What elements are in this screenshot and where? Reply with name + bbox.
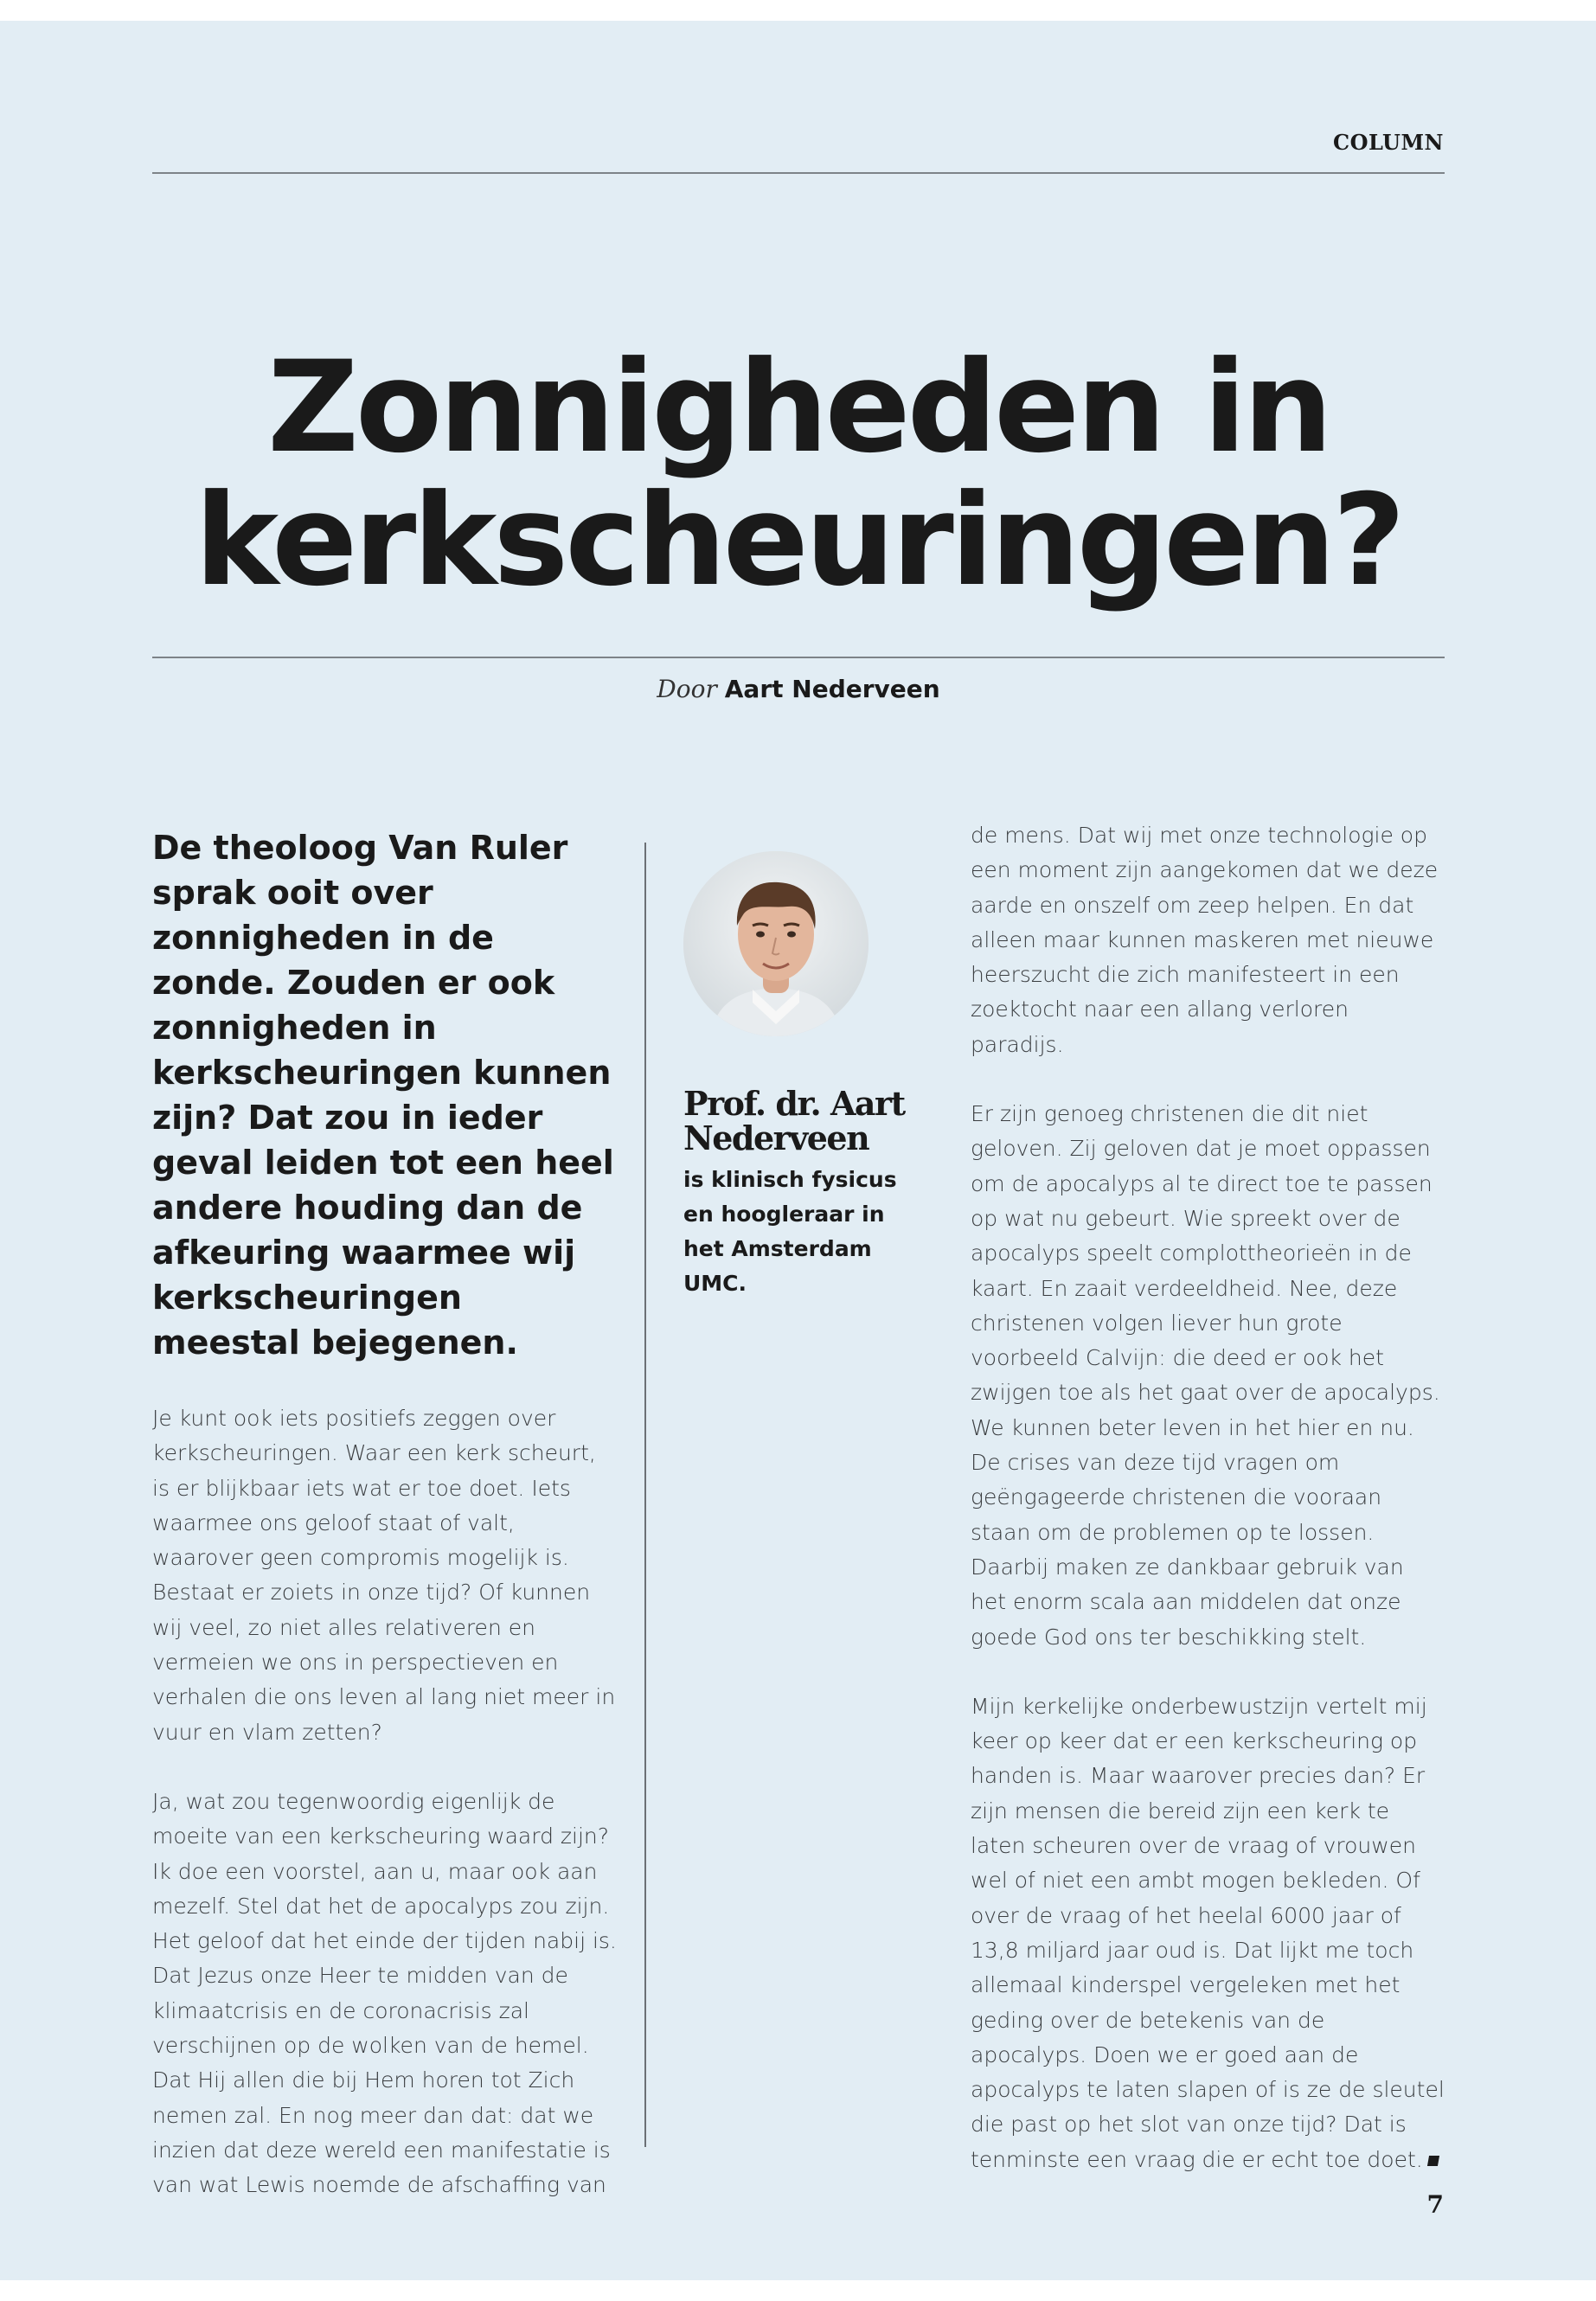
body-paragraph: Je kunt ook iets positiefs zeggen over kerkscheuringen. Waar een kerk scheurt, is er blijkbaar iets wat er toe doet. Iets waarmee ons geloof staat of valt, waarover geen compromis mogelijk is. Bestaat er zoiets in onze tijd? Of kunnen wij veel, zo niet alles relativeren en vermeien we ons in perspectieven en verhalen die ons leven al lang niet meer in vuur en vlam zetten? [152,1406,616,1745]
byline-author: Aart Nederveen [724,675,940,703]
title-line-1: Zonnigheden in [267,334,1330,481]
magazine-page [0,21,1596,2280]
article-title [152,334,1445,614]
body-paragraph: Er zijn genoeg christenen die dit niet geloven. Zij geloven dat je moet oppassen om de apocalyps al te direct toe te passen op wat nu gebeurt. Wie spreekt over de apocalyps speelt complottheorieën in de kaart. En zaait verdeeldheid. Nee, deze christenen volgen liever hun grote voorbeeld Calvijn: die deed er ook het zwijgen toe als het gaat over de apocalyps. We kunnen beter leven in het hier en nu. De crises van deze tijd vragen om geëngageerde christenen die vooraan staan om de problemen op te lossen. Daarbij maken ze dankbaar gebruik van het enorm scala aan middelen dat onze goede God ons ter beschikking stelt. [971,1101,1440,1650]
body-paragraph: Ja, wat zou tegenwoordig eigenlijk de moeite van een kerkscheuring waard zijn? Ik doe een voorstel, aan u, maar ook aan mezelf. Stel dat het de apocalyps zou zijn. Het geloof dat het einde der tijden nabij is. Dat Jezus onze Heer te midden van de klimaatcrisis en de coronacrisis zal verschijnen op de wolken van de hemel. Dat Hij allen die bij Hem horen tot Zich nemen zal. En nog meer dan dat: dat we inzien dat deze wereld een manifestatie is van wat Lewis noemde de afschaffing van [152,1788,617,2198]
author-description: is klinisch fysicus en hoogleraar in het Amsterdam UMC. [683,1167,897,1296]
right-column [971,818,1445,2177]
title-line-2: kerkscheuringen? [195,467,1402,614]
body-paragraph-final [971,1689,1445,2177]
author-box [683,825,917,1301]
author-portrait-icon [683,851,869,1036]
body-paragraph: de mens. Dat wij met onze technologie op een moment zijn aangekomen dat we deze aarde en onszelf om zeep helpen. En dat alleen maar kunnen maskeren met nieuwe heerszucht die zich manifesteert in een zoektocht naar een allang verloren paradijs. [971,823,1439,1057]
byline-prefix: Door [657,675,717,703]
byline [152,675,1445,703]
author-name-line-1: Prof. dr. Aart [683,1084,905,1123]
author-name-line-2: Nederveen [683,1118,869,1157]
left-column [152,825,619,1365]
title-rule [152,657,1445,658]
column-divider [644,843,646,2147]
top-rule [152,172,1445,174]
section-label: COLUMN [1332,130,1444,155]
page-number: 7 [1426,2190,1444,2219]
author-name [683,1086,917,1156]
left-body [152,1401,619,2203]
author-avatar [683,851,869,1036]
end-mark-icon [1427,2156,1439,2166]
intro-paragraph: De theoloog Van Ruler sprak ooit over zonnigheden in de zonde. Zouden er ook zonnigheden in kerkscheuringen kunnen zijn? Dat zou in ieder geval leiden tot een heel andere houding dan de afkeuring waarmee wij kerkscheuringen meestal bejegenen. [152,829,614,1362]
body-paragraph-text: Mijn kerkelijke onderbewustzijn vertelt mij keer op keer dat er een kerkscheuring op handen is. Maar waarover precies dan? Er zijn mensen die bereid zijn een kerk te laten scheuren over de vraag of vrouwen wel of niet een ambt mogen bekleden. Of over de vraag of het heelal 6000 jaar of 13,8 miljard jaar oud is. Dat lijkt me toch allemaal kinderspel vergeleken met het geding over de betekenis van de apocalyps. Doen we er goed aan de apocalyps te laten slapen of is ze de sleutel die past op het slot van onze tijd? Dat is tenminste een vraag die er echt toe doet. [971,1693,1445,2172]
